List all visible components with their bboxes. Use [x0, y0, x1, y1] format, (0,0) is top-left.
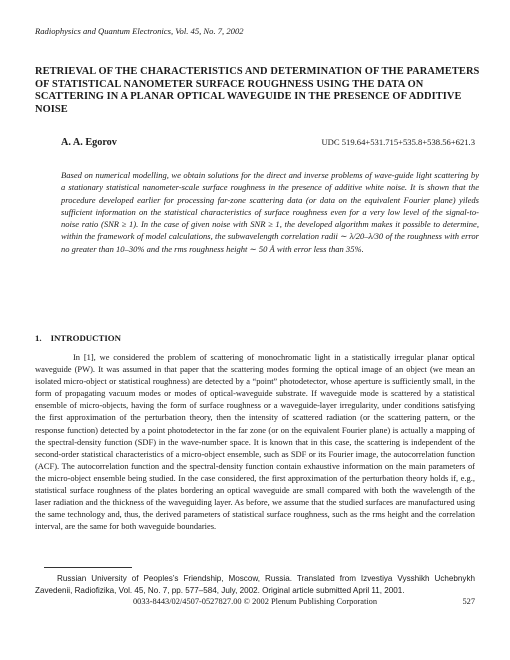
footnote-rule: [44, 567, 132, 568]
article-title: RETRIEVAL OF THE CHARACTERISTICS AND DETERMINATION OF THE PARAMETERS OF STATISTICAL NANOMETER SURFACE ROUGHNESS USING THE DATA ON SCATTERING IN A PLANAR OPTICAL WAVEGUIDE IN THE PRESENCE OF ADDITIVE NOISE: [35, 66, 480, 115]
section-title: INTRODUCTION: [50, 333, 121, 343]
copyright-line: 0033-8443/02/4507-0527827.00 © 2002 Plenum Publishing Corporation: [132, 597, 378, 606]
page-number: 527: [462, 597, 475, 606]
author-name: A. A. Egorov: [61, 137, 117, 148]
affiliation-footnote: Russian University of Peoples’s Friendship, Moscow, Russia. Translated from Izvestiya Vysshikh Uchebnykh Zavedenii, Radiofizika, Vol. 45, No. 7, pp. 577–584, July, 2002. Original article submitted April 11, 2001.: [35, 574, 475, 595]
journal-header: Radiophysics and Quantum Electronics, Vol. 45, No. 7, 2002: [35, 26, 244, 36]
udc-code: UDC 519.64+531.715+535.8+538.56+621.3: [321, 137, 475, 147]
section-heading: [35, 333, 121, 343]
body-paragraph: In [1], we considered the problem of scattering of monochromatic light in a statistically irregular planar optical waveguide (PW). It was assumed in that paper that the scattering modes forming the optical image of an object (we mean an isolated micro-object or statistical roughness) are detected by a “point” photodetector, whose aperture is sufficiently small, in the form of propagating vacuum modes or modes of optical-waveguide substrate. If waveguide mode is scattered by a statistical ensemble of micro-objects, having the form of surface roughness or a waveguide-layer irregularity, under conditions satisfying the first approximation of the perturbation theory, then the intensity of scattered radiation (or the scattering pattern, or the response function) detected by a point photodetector in the far zone (or on the equivalent Fourier plane) is actually a mapping of the spectral-density function (SDF) in the wave-number space. It is known that in this case, the scattering is independent of the second-order statistical characteristics of a micro-object ensemble, such as SDF or its Fourier image, the autocorrelation function (ACF). The autocorrelation function and the spectral-density function contain exhaustive information on the main parameters of the micro-object ensemble being studied. In the case considered, the first approximation of the perturbation theory holds if, e.g., statistical surface roughness of the plates bordering an optical waveguide are small compared with both the wavelength of the laser radiation and the thickness of the waveguiding layer. As before, we assume that the studied surfaces are manufactured using the same technology and, thus, the derived parameters of statistical surface roughness, such as the rms height and the correlation interval, are the same for both waveguide boundaries.: [35, 352, 475, 532]
abstract: Based on numerical modelling, we obtain solutions for the direct and inverse problems of wave-guide light scattering by a stationary statistical nanometer-scale surface roughness in the presence of additive white noise. It is shown that the procedure developed earlier for processing far-zone scattering data (or data on the equivalent Fourier plane) yileds sufficient information on the statistical characteristics of surface roughness even for a very low level of the signal-to-noise ratio (SNR ≥ 1). In the case of given noise with SNR ≥ 1, the developed algorithm makes it possible to determine, within the framework of model calculations, the subwavelength correlation radii ∼ λ/20–λ/30 of the roughness with error no greater than 10–30% and the rms roughness height ∼ 50 Å with error less than 35%.: [61, 170, 479, 254]
section-number: 1.: [35, 333, 42, 343]
